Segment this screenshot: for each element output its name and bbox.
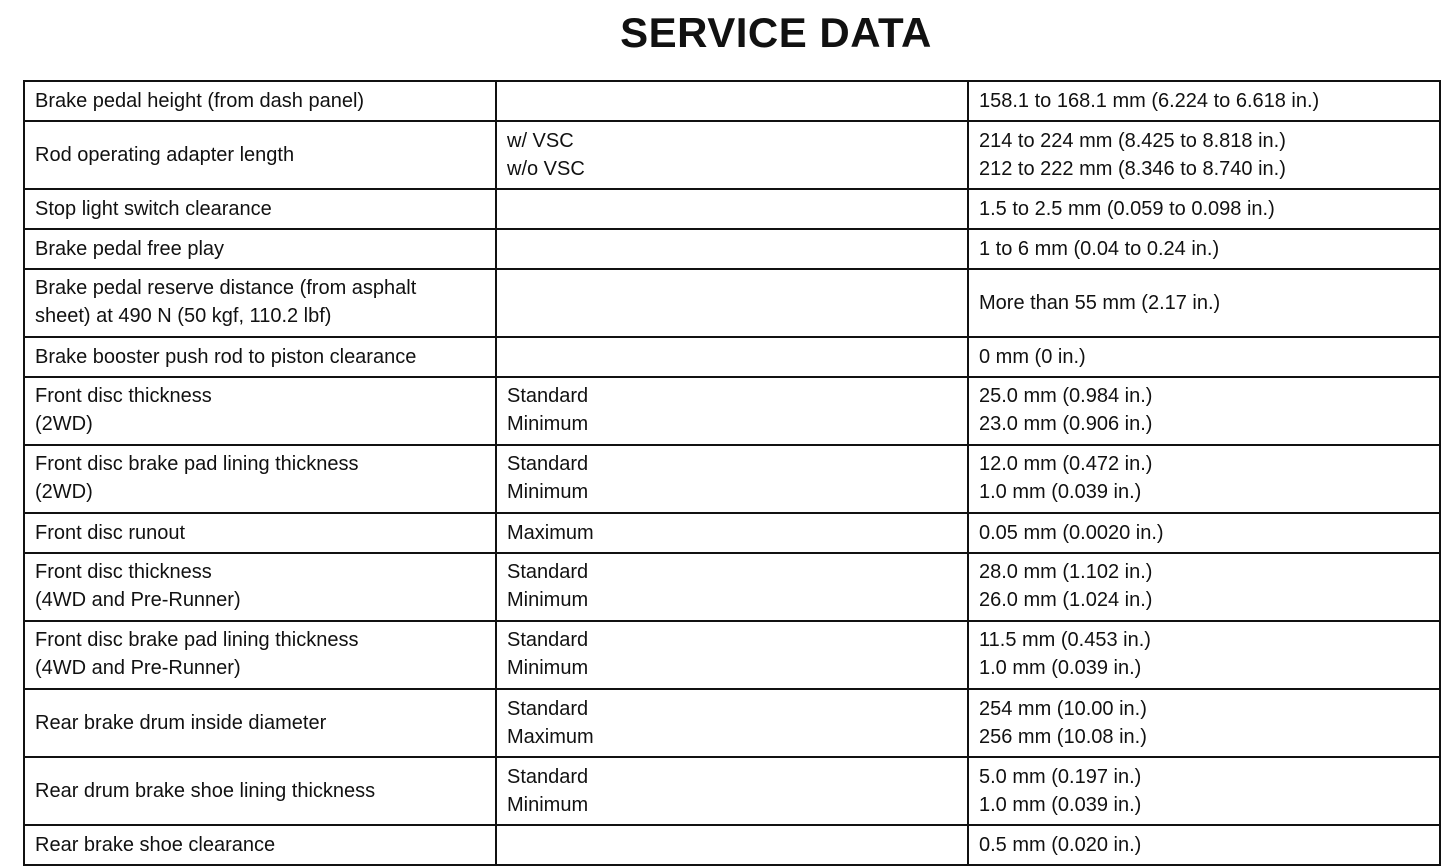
spec-value-cell — [968, 825, 1440, 865]
spec-value-line: 12.0 mm (0.472 in.) — [979, 453, 1153, 475]
spec-condition-cell — [496, 189, 968, 229]
spec-value-line: 26.0 mm (1.024 in.) — [979, 589, 1153, 611]
spec-value-line: 158.1 to 168.1 mm (6.224 to 6.618 in.) — [979, 90, 1320, 112]
spec-item-line: Brake pedal height (from dash panel) — [35, 90, 365, 112]
spec-item-line: Rear brake drum inside diameter — [35, 712, 327, 734]
spec-item-line: Brake pedal free play — [35, 238, 225, 260]
spec-condition-cell — [496, 81, 968, 121]
spec-value-line: 1.5 to 2.5 mm (0.059 to 0.098 in.) — [979, 198, 1275, 220]
spec-item-line: (4WD and Pre-Runner) — [35, 589, 241, 611]
spec-value-line: 23.0 mm (0.906 in.) — [979, 413, 1153, 435]
table-row — [24, 689, 1440, 757]
spec-item-line: (4WD and Pre-Runner) — [35, 657, 241, 679]
spec-item-line: Front disc runout — [35, 522, 186, 544]
spec-condition-line: Minimum — [507, 413, 589, 435]
spec-value-line: 25.0 mm (0.984 in.) — [979, 385, 1153, 407]
spec-value-cell — [968, 337, 1440, 377]
spec-value-line: 1 to 6 mm (0.04 to 0.24 in.) — [979, 238, 1220, 260]
table-row — [24, 269, 1440, 337]
spec-value-line: 5.0 mm (0.197 in.) — [979, 766, 1142, 788]
spec-item-cell — [24, 269, 496, 337]
spec-condition-line: Minimum — [507, 794, 589, 816]
table-row — [24, 337, 1440, 377]
table-row — [24, 189, 1440, 229]
spec-value-cell — [968, 121, 1440, 189]
spec-item-line: Front disc thickness — [35, 561, 212, 583]
spec-value-line: 1.0 mm (0.039 in.) — [979, 794, 1142, 816]
spec-condition-line: Minimum — [507, 481, 589, 503]
spec-condition-line: Minimum — [507, 589, 589, 611]
spec-condition-cell — [496, 229, 968, 269]
spec-item-line: Brake booster push rod to piston clearance — [35, 346, 417, 368]
spec-condition-cell — [496, 757, 968, 825]
spec-condition-cell — [496, 337, 968, 377]
spec-item-cell — [24, 121, 496, 189]
spec-condition-cell — [496, 825, 968, 865]
table-row — [24, 81, 1440, 121]
spec-value-cell — [968, 377, 1440, 445]
spec-value-cell — [968, 513, 1440, 553]
table-row — [24, 553, 1440, 621]
spec-value-cell — [968, 621, 1440, 689]
spec-condition-line: Standard — [507, 629, 589, 651]
spec-condition-cell — [496, 513, 968, 553]
spec-value-line: 0.05 mm (0.0020 in.) — [979, 522, 1164, 544]
spec-value-cell — [968, 81, 1440, 121]
table-row — [24, 825, 1440, 865]
spec-value-line: More than 55 mm (2.17 in.) — [979, 292, 1221, 314]
spec-item-cell — [24, 553, 496, 621]
spec-condition-line: Standard — [507, 385, 589, 407]
spec-value-cell — [968, 757, 1440, 825]
spec-condition-cell — [496, 689, 968, 757]
spec-item-cell — [24, 689, 496, 757]
table-row — [24, 757, 1440, 825]
spec-condition-line: Standard — [507, 698, 589, 720]
table-row — [24, 621, 1440, 689]
spec-item-cell — [24, 621, 496, 689]
spec-item-cell — [24, 377, 496, 445]
spec-condition-line: Standard — [507, 561, 589, 583]
spec-item-line: (2WD) — [35, 481, 93, 503]
spec-condition-line: Maximum — [507, 726, 594, 748]
spec-value-line: 212 to 222 mm (8.346 to 8.740 in.) — [979, 158, 1286, 180]
spec-item-cell — [24, 189, 496, 229]
spec-item-line: Front disc brake pad lining thickness — [35, 629, 359, 651]
spec-item-line: Rod operating adapter length — [35, 144, 295, 166]
spec-value-line: 28.0 mm (1.102 in.) — [979, 561, 1153, 583]
table-row — [24, 445, 1440, 513]
spec-item-cell — [24, 229, 496, 269]
spec-condition-cell — [496, 445, 968, 513]
spec-value-cell — [968, 229, 1440, 269]
table-row — [24, 121, 1440, 189]
spec-value-line: 0.5 mm (0.020 in.) — [979, 834, 1142, 856]
page-title: SERVICE DATA — [620, 9, 932, 56]
spec-item-line: (2WD) — [35, 413, 93, 435]
spec-item-cell — [24, 81, 496, 121]
spec-item-cell — [24, 825, 496, 865]
spec-condition-line: w/ VSC — [507, 130, 574, 152]
spec-item-cell — [24, 757, 496, 825]
spec-item-line: sheet) at 490 N (50 kgf, 110.2 lbf) — [35, 305, 332, 327]
spec-item-cell — [24, 337, 496, 377]
spec-value-cell — [968, 269, 1440, 337]
service-data-table — [23, 80, 1441, 866]
spec-item-line: Front disc thickness — [35, 385, 212, 407]
spec-value-line: 1.0 mm (0.039 in.) — [979, 481, 1142, 503]
table-row — [24, 229, 1440, 269]
spec-condition-cell — [496, 553, 968, 621]
spec-value-line: 0 mm (0 in.) — [979, 346, 1086, 368]
spec-value-cell — [968, 689, 1440, 757]
spec-item-cell — [24, 445, 496, 513]
spec-condition-line: Standard — [507, 453, 589, 475]
spec-condition-cell — [496, 377, 968, 445]
spec-condition-line: Standard — [507, 766, 589, 788]
spec-item-line: Brake pedal reserve distance (from asphalt — [35, 277, 417, 299]
spec-item-cell — [24, 513, 496, 553]
spec-value-line: 254 mm (10.00 in.) — [979, 698, 1147, 720]
spec-condition-cell — [496, 269, 968, 337]
spec-item-line: Front disc brake pad lining thickness — [35, 453, 359, 475]
service-data-table-body — [24, 81, 1440, 865]
spec-item-line: Rear brake shoe clearance — [35, 834, 276, 856]
spec-condition-cell — [496, 121, 968, 189]
spec-condition-line: Minimum — [507, 657, 589, 679]
spec-condition-line: w/o VSC — [507, 158, 585, 180]
spec-item-line: Stop light switch clearance — [35, 198, 272, 220]
spec-condition-cell — [496, 621, 968, 689]
spec-value-cell — [968, 189, 1440, 229]
table-row — [24, 513, 1440, 553]
spec-value-cell — [968, 445, 1440, 513]
spec-condition-line: Maximum — [507, 522, 594, 544]
spec-value-cell — [968, 553, 1440, 621]
spec-item-line: Rear drum brake shoe lining thickness — [35, 780, 376, 802]
spec-value-line: 214 to 224 mm (8.425 to 8.818 in.) — [979, 130, 1286, 152]
spec-value-line: 11.5 mm (0.453 in.) — [979, 629, 1151, 651]
table-row — [24, 377, 1440, 445]
spec-value-line: 1.0 mm (0.039 in.) — [979, 657, 1142, 679]
spec-value-line: 256 mm (10.08 in.) — [979, 726, 1147, 748]
